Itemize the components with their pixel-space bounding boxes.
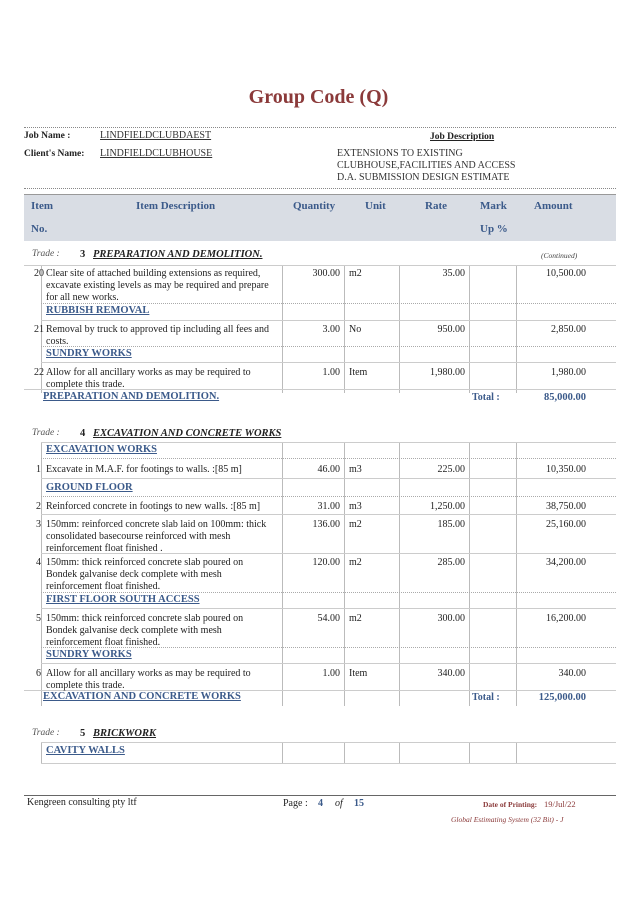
item-amount: 38,750.00 [546,501,586,512]
item-rate: 950.00 [437,324,465,335]
trade-label: Trade : [32,428,60,438]
trade-title: PREPARATION AND DEMOLITION. [93,249,263,260]
item-quantity: 1.00 [322,367,340,378]
date-label: Date of Printing: [483,800,538,809]
continued-note: (Continued) [541,251,578,260]
item-description: Reinforced concrete in footings to new walls. :[85 m] [46,501,261,512]
item-unit: Item [349,367,368,378]
total-label: Total : [472,692,500,703]
item-amount: 10,500.00 [546,268,586,279]
col-markup: Mark [480,200,507,212]
section-heading: SUNDRY WORKS [46,348,132,359]
item-quantity: 46.00 [317,464,340,475]
item-rate: 285.00 [437,557,465,568]
system-name: Global Estimating System (32 Bit) - J [451,815,564,824]
col-markup-pct: Up % [480,223,508,235]
company-name: Kengreen consulting pty ltf [27,797,137,808]
trade-title: EXCAVATION AND CONCRETE WORKS [93,428,282,439]
section-heading: EXCAVATION WORKS [46,444,157,455]
item-quantity: 300.00 [312,268,340,279]
item-description: Clear site of attached building extensions as required, excavate existing levels as may be required and prepare for all new works. [46,268,269,303]
job-description-line: D.A. SUBMISSION DESIGN ESTIMATE [337,172,510,183]
trade-total-value: 85,000.00 [544,392,586,403]
item-rate: 300.00 [437,613,465,624]
item-amount: 340.00 [558,668,586,679]
item-amount: 25,160.00 [546,519,586,530]
item-no: 22 [34,367,44,378]
item-description: Removal by truck to approved tip including all fees and costs. [46,324,269,347]
item-amount: 1,980.00 [551,367,586,378]
item-rate: 1,250.00 [430,501,465,512]
page-label: Page : [283,798,308,809]
item-quantity: 31.00 [317,501,340,512]
item-unit: No [349,324,362,335]
item-description: Allow for all ancillary works as may be required to complete this trade. [46,668,251,691]
item-no: 20 [34,268,44,279]
col-no: No. [31,223,48,235]
trade-title: BRICKWORK [93,728,157,739]
item-description: 150mm: thick reinforced concrete slab poured on Bondek galvanise deck complete with mesh reinforcement float finished. [46,613,244,648]
section-heading: GROUND FLOOR [46,482,133,493]
item-no: 21 [34,324,44,335]
trade-total-value: 125,000.00 [538,692,586,703]
job-description-label: Job Description [430,132,495,142]
total-label: Total : [472,392,500,403]
col-rate: Rate [425,200,447,212]
item-rate: 35.00 [442,268,465,279]
col-amount: Amount [534,200,573,212]
item-amount: 16,200.00 [546,613,586,624]
trade-total-name: PREPARATION AND DEMOLITION. [43,391,220,402]
item-no: 4 [36,557,41,568]
item-description: 150mm: thick reinforced concrete slab poured on Bondek galvanise deck complete with mesh reinforcement float finished. [46,557,244,592]
col-item: Item [31,200,53,212]
trade-number: 4 [80,428,86,439]
item-quantity: 3.00 [322,324,340,335]
job-name-label: Job Name : [24,131,71,141]
item-unit: Item [349,668,368,679]
item-no: 5 [36,613,41,624]
item-description: Allow for all ancillary works as may be required to complete this trade. [46,367,251,390]
item-amount: 2,850.00 [551,324,586,335]
trade-number: 5 [80,728,86,739]
section-heading: CAVITY WALLS [46,745,125,756]
trade-number: 3 [80,249,86,260]
job-description-line: EXTENSIONS TO EXISTING [337,148,463,159]
print-date: 19/Jul/22 [544,799,576,809]
trade-label: Trade : [32,728,60,738]
item-no: 1 [36,464,41,475]
item-unit: m2 [349,268,362,279]
page-number: 4 [318,798,323,809]
column-header [24,194,616,241]
item-rate: 1,980.00 [430,367,465,378]
item-no: 6 [36,668,41,679]
section-heading: RUBBISH REMOVAL [46,305,150,316]
col-description: Item Description [136,200,216,212]
item-rate: 340.00 [437,668,465,679]
trade-total-name: EXCAVATION AND CONCRETE WORKS [43,691,241,702]
item-rate: 225.00 [437,464,465,475]
item-amount: 34,200.00 [546,557,586,568]
client-name-label: Client's Name: [24,149,85,159]
item-rate: 185.00 [437,519,465,530]
col-quantity: Quantity [293,200,336,212]
item-quantity: 120.00 [312,557,340,568]
item-quantity: 1.00 [322,668,340,679]
col-unit: Unit [365,200,386,212]
item-description: 150mm: reinforced concrete slab laid on 100mm: thick consolidated basecourse reinforced with mesh reinforcement float finished . [46,519,267,554]
item-amount: 10,350.00 [546,464,586,475]
item-no: 2 [36,501,41,512]
trade-label: Trade : [32,249,60,259]
item-quantity: 54.00 [317,613,340,624]
job-name-value: LINDFIELDCLUBDAEST [100,130,212,141]
item-description: Excavate in M.A.F. for footings to walls. :[85 m] [46,464,242,475]
section-heading: FIRST FLOOR SOUTH ACCESS [46,594,200,605]
page-of: of [335,798,343,809]
client-name-value: LINDFIELDCLUBHOUSE [100,148,213,159]
item-unit: m2 [349,613,362,624]
item-unit: m3 [349,501,362,512]
section-heading: SUNDRY WORKS [46,649,132,660]
item-unit: m2 [349,519,362,530]
job-description-line: CLUBHOUSE,FACILITIES AND ACCESS [337,160,516,171]
item-unit: m3 [349,464,362,475]
item-quantity: 136.00 [312,519,340,530]
item-no: 3 [36,519,41,530]
total-pages: 15 [354,798,364,809]
item-unit: m2 [349,557,362,568]
page-title: Group Code (Q) [248,86,389,108]
